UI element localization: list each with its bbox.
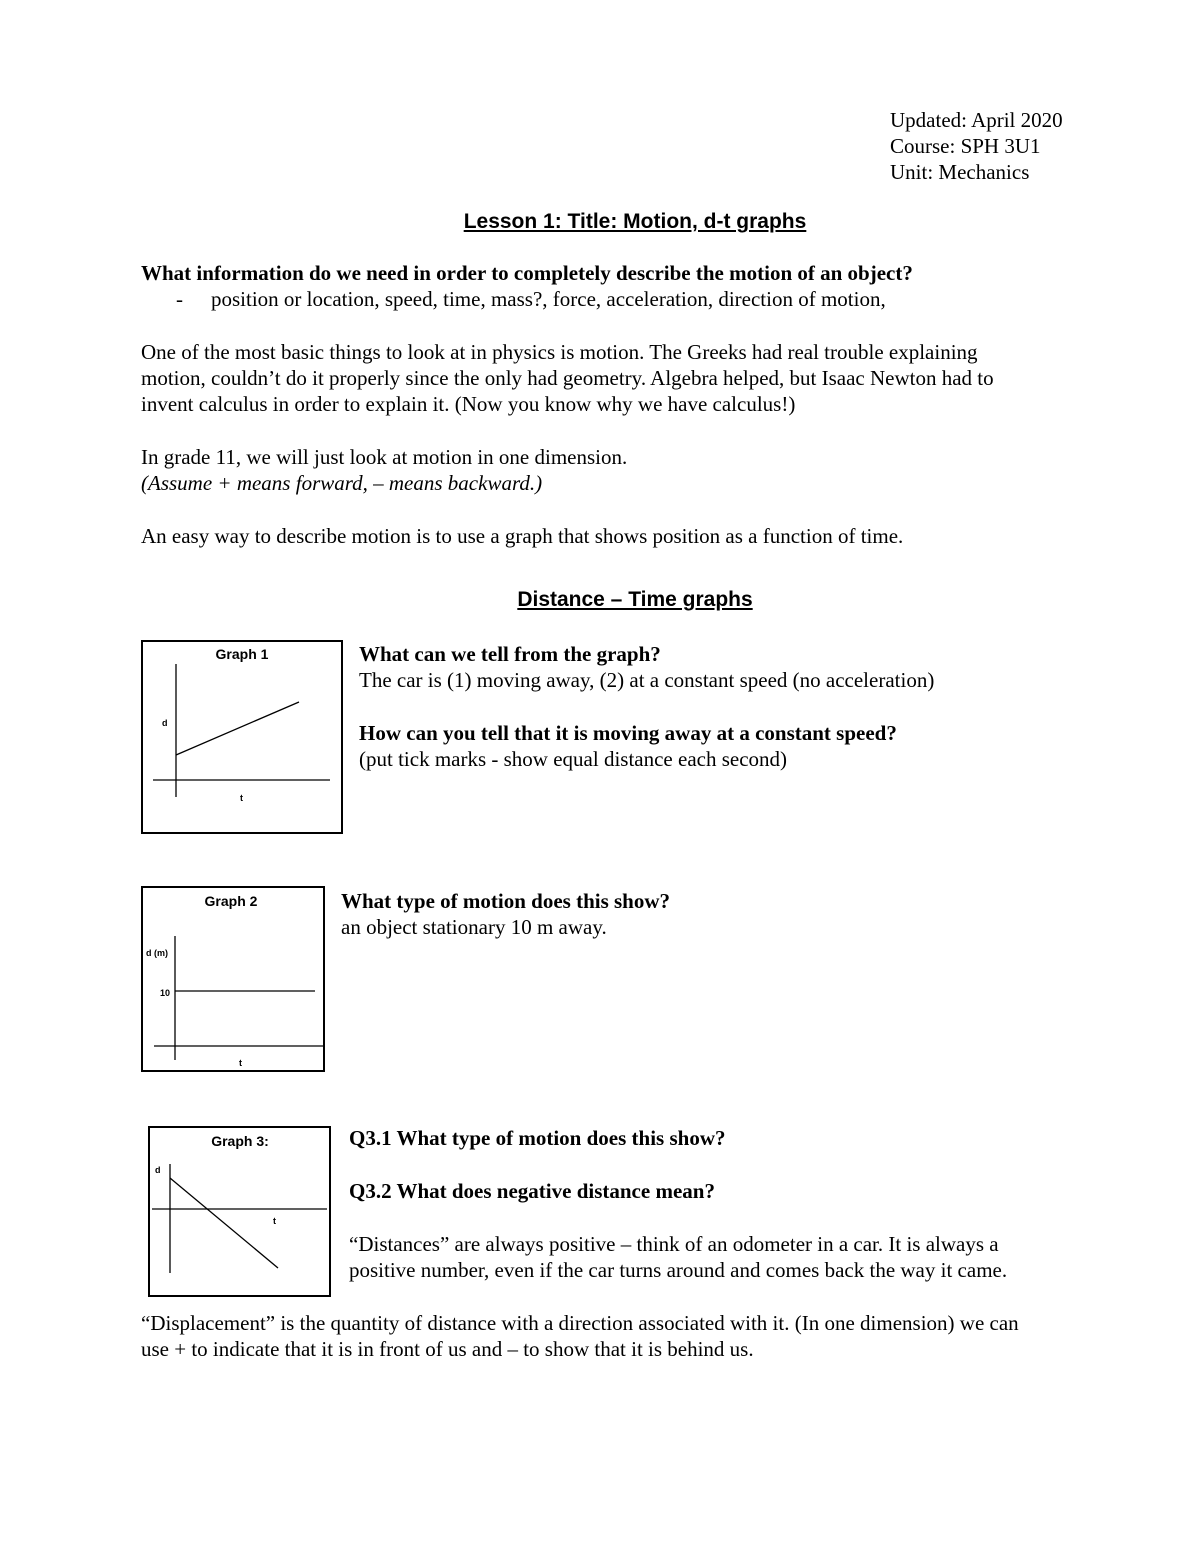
graph2-y-label: d (m)	[146, 948, 168, 958]
graph3-data-line	[170, 1178, 278, 1268]
graph1-x-label: t	[240, 793, 243, 803]
displacement-line1: “Displacement” is the quantity of distance with a direction associated with it. (In one dimension) we can	[141, 1311, 1019, 1335]
graph1-answer2: (put tick marks - show equal distance each second)	[359, 747, 788, 771]
graph1-data-line	[176, 702, 299, 755]
graph2-answer1: an object stationary 10 m away.	[341, 915, 607, 939]
graph2-x-label: t	[239, 1058, 242, 1068]
graph1-question1: What can we tell from the graph?	[359, 642, 661, 666]
para2-line1: In grade 11, we will just look at motion in one dimension.	[141, 445, 628, 469]
section-title: Distance – Time graphs	[517, 588, 753, 611]
course-code: Course: SPH 3U1	[890, 134, 1041, 158]
unit-name: Unit: Mechanics	[890, 160, 1030, 184]
graph3-title: Graph 3:	[211, 1133, 269, 1149]
updated-date: Updated: April 2020	[890, 108, 1063, 132]
graph2-question1: What type of motion does this show?	[341, 889, 671, 913]
graph3-question2: Q3.2 What does negative distance mean?	[349, 1179, 715, 1203]
graph1-title: Graph 1	[215, 646, 269, 662]
displacement-line2: use + to indicate that it is in front of us and – to show that it is behind us.	[141, 1337, 754, 1361]
graph2-title: Graph 2	[204, 893, 258, 909]
para1-line1: One of the most basic things to look at in physics is motion. The Greeks had real trouble explaining	[141, 340, 978, 364]
graph1-box	[141, 640, 343, 834]
lesson-title: Lesson 1: Title: Motion, d-t graphs	[463, 210, 807, 233]
graph1-answer1: The car is (1) moving away, (2) at a constant speed (no acceleration)	[359, 668, 935, 692]
graph2-plot	[143, 888, 323, 1070]
graph2-box	[141, 886, 325, 1072]
graph3-x-label: t	[273, 1216, 276, 1226]
graph3-plot	[150, 1128, 329, 1295]
graph1-question2: How can you tell that it is moving away at a constant speed?	[359, 721, 897, 745]
para2-line2: (Assume + means forward, – means backward.)	[141, 471, 543, 495]
info-question: What information do we need in order to completely describe the motion of an object?	[141, 261, 913, 285]
graph2-y-tick: 10	[160, 988, 171, 998]
graph1-plot	[143, 642, 341, 832]
graph1-y-label: d	[162, 718, 168, 728]
info-answer: position or location, speed, time, mass?, force, acceleration, direction of motion,	[211, 287, 886, 311]
para3: An easy way to describe motion is to use a graph that shows position as a function of time.	[141, 524, 904, 548]
bullet-dash: -	[176, 287, 183, 311]
para1-line2: motion, couldn’t do it properly since the only had geometry. Algebra helped, but Isaac Newton had to	[141, 366, 994, 390]
graph3-box	[148, 1126, 331, 1297]
graph3-question1: Q3.1 What type of motion does this show?	[349, 1126, 726, 1150]
para1-line3: invent calculus in order to explain it. (Now you know why we have calculus!)	[141, 392, 796, 416]
graph3-y-label: d	[155, 1165, 161, 1175]
graph3-answer-line1: “Distances” are always positive – think of an odometer in a car. It is always a	[349, 1232, 999, 1256]
graph3-answer-line2: positive number, even if the car turns around and comes back the way it came.	[349, 1258, 1008, 1282]
